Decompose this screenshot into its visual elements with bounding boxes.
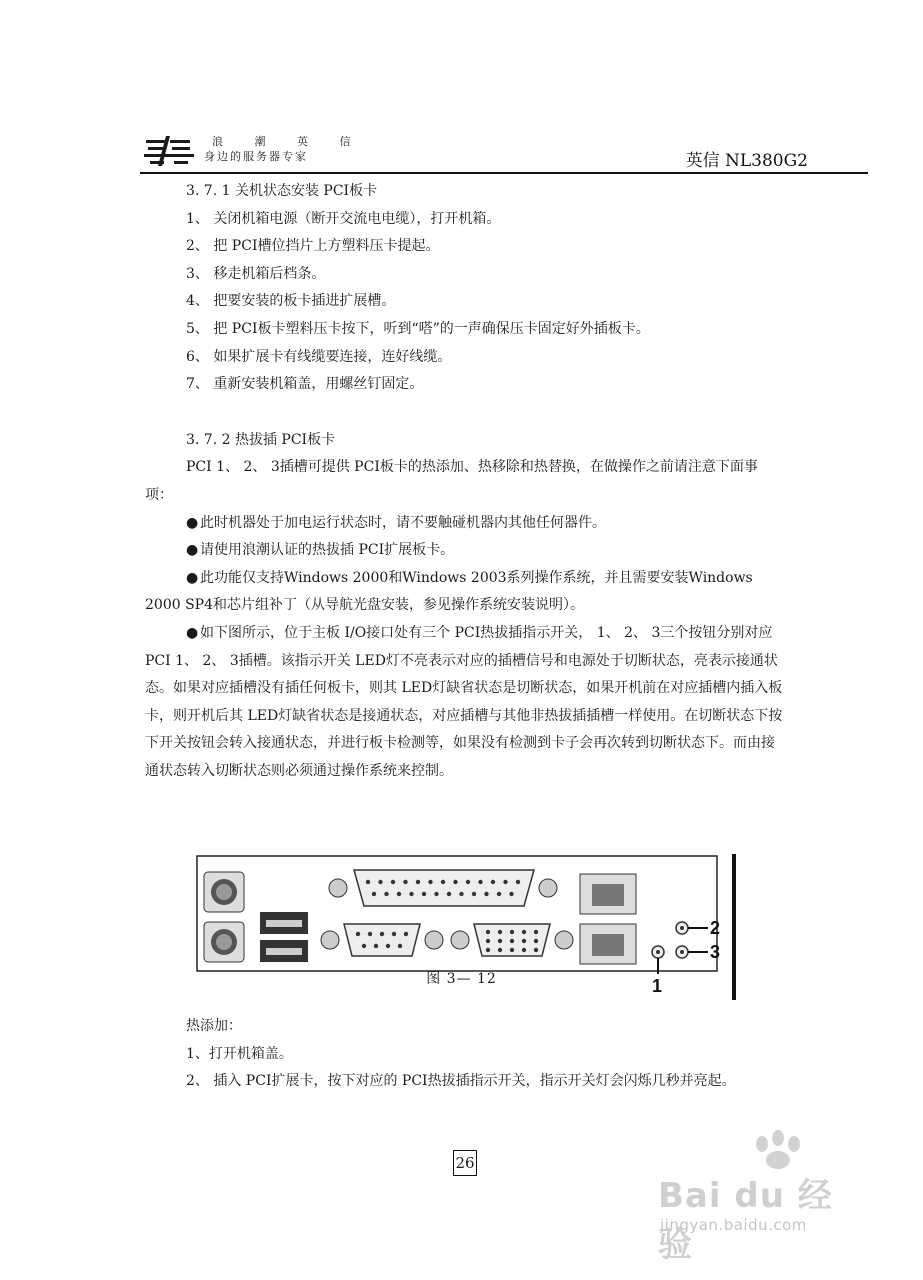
company-tagline (204, 134, 365, 164)
connector-pin (522, 939, 526, 943)
section-2-intro: PCI 1、 2、 3插槽可提供 PCI板卡的热添加、热移除和热替换，在做操作之前请注意下面事项： (145, 459, 758, 503)
connector-pin (510, 930, 514, 934)
connector-pin (398, 944, 402, 948)
connector-pin (378, 880, 382, 884)
company-slogan: 身边的服务器专家 (204, 150, 308, 163)
page-number: 26 (453, 1150, 477, 1176)
list-item: 7、 重新安装机箱盖，用螺丝钉固定。 (186, 376, 424, 393)
list-item: 1、 关闭机箱电源（断开交流电电缆），打开机箱。 (186, 210, 501, 227)
connector-pin (466, 880, 470, 884)
bullet-icon: ● (186, 514, 199, 531)
list-item: 2、 插入 PCI扩展卡，按下对应的 PCI热拔插指示开关，指示开关灯会闪烁几秒并亮起。 (186, 1073, 736, 1090)
bullet-item: ● 此时机器处于加电运行状态时，请不要触碰机器内其他任何器件。 (145, 510, 785, 538)
paw-icon (650, 1130, 850, 1170)
connector-pin (380, 932, 384, 936)
connector-pin (409, 892, 413, 896)
bullet-icon: ● (186, 542, 199, 559)
baidu-watermark (650, 1130, 850, 1270)
connector-pin (497, 892, 501, 896)
connector-pin (397, 892, 401, 896)
figure-caption: 图 3— 12 (426, 971, 497, 987)
connector-pin (392, 932, 396, 936)
label-3: 3 (710, 942, 721, 962)
connector-pin (498, 948, 502, 952)
connector-pin (368, 932, 372, 936)
list-item: 6、 如果扩展卡有线缆要连接，连好线缆。 (186, 348, 452, 365)
product-name: 英信 NL380G2 (685, 151, 808, 171)
connector-pin (486, 948, 490, 952)
usb-port-icon (260, 912, 308, 934)
inspur-logo-icon (144, 134, 198, 168)
ethernet-port-icon (580, 874, 636, 914)
connector-pin (522, 948, 526, 952)
connector-pin (372, 892, 376, 896)
connector-pin (403, 880, 407, 884)
connector-pin (472, 892, 476, 896)
section-2-title: 3. 7. 2 热拔插 PCI板卡 (186, 431, 336, 448)
ps2-port-icon (204, 922, 244, 962)
company-name: 浪 潮 英 信 (212, 135, 365, 148)
connector-pin (498, 939, 502, 943)
connector-pin (366, 880, 370, 884)
ps2-port-icon (204, 872, 244, 912)
connector-pin (522, 930, 526, 934)
list-item: 4、 把要安装的板卡插进扩展槽。 (186, 293, 396, 310)
connector-pin (534, 930, 538, 934)
connector-pin (478, 880, 482, 884)
connector-pin (447, 892, 451, 896)
connector-pin (484, 892, 488, 896)
watermark-url: jingyan.baidu.com (660, 1216, 807, 1234)
connector-pin (509, 892, 513, 896)
connector-pin (516, 880, 520, 884)
hotplug-switch-1-icon (652, 946, 664, 958)
list-item: 1、打开机箱盖。 (186, 1045, 293, 1062)
connector-pin (491, 880, 495, 884)
section-1-title: 3. 7. 1 关机状态安装 PCI板卡 (186, 183, 378, 199)
hotplug-switch-3-icon (676, 946, 688, 958)
connector-pin (434, 892, 438, 896)
connector-pin (384, 892, 388, 896)
connector-pin (386, 944, 390, 948)
bullet-item: ● 请使用浪潮认证的热拔插 PCI扩展板卡。 (145, 537, 785, 565)
connector-pin (534, 939, 538, 943)
list-item: 2、 把 PCI槽位挡片上方塑料压卡提起。 (186, 238, 440, 255)
bullet-icon: ● (186, 624, 199, 641)
connector-pin (498, 930, 502, 934)
connector-pin (486, 939, 490, 943)
label-2: 2 (710, 918, 721, 938)
ethernet-port-icon (580, 924, 636, 964)
label-1: 1 (652, 976, 663, 996)
connector-pin (453, 880, 457, 884)
list-item: 5、 把 PCI板卡塑料压卡按下，听到“嗒”的一声确保压卡固定好外插板卡。 (186, 320, 650, 337)
connector-pin (510, 939, 514, 943)
connector-pin (510, 948, 514, 952)
connector-pin (362, 944, 366, 948)
list-item: 3、 移走机箱后档条。 (186, 265, 326, 282)
watermark-brand: Bai du 经验 (658, 1176, 833, 1265)
bullet-icon: ● (186, 569, 199, 586)
usb-port-icon (260, 940, 308, 962)
connector-pin (404, 932, 408, 936)
connector-pin (534, 948, 538, 952)
connector-pin (416, 880, 420, 884)
connector-pin (459, 892, 463, 896)
hot-add-title: 热添加： (186, 1018, 242, 1034)
main-content (145, 178, 785, 785)
connector-pin (441, 880, 445, 884)
connector-pin (374, 944, 378, 948)
hot-add-section (145, 1013, 785, 1096)
page-header (140, 128, 868, 174)
connector-pin (486, 930, 490, 934)
connector-pin (391, 880, 395, 884)
connector-pin (356, 932, 360, 936)
connector-pin (428, 880, 432, 884)
parallel-port-icon (329, 870, 557, 906)
hotplug-switch-2-icon (676, 922, 688, 934)
bullet-item: ● 如下图所示，位于主板 I/O接口处有三个 PCI热拔插指示开关， 1、 2、 3三个按钮分别对应 PCI 1、 2、 3插槽。该指示开关 LED灯不亮表示对应的插槽信号和电源处于切断状态，亮表示接通状态。如果对应插槽没有插任何板卡，则其 LED灯缺省状态是切断状态，如果开机前在对应插槽内插入板卡，则开机后其 LED灯缺省状态是接通状态，对应插槽与其他非热拔插插槽一样使用。在切断状态下按下开关按钮会转入接通状态，并进行板卡检测等，如果没有检测到卡子会再次转到切断状态下。而由接通状态转入切断状态则必须通过操作系统来控制。 (145, 620, 785, 786)
connector-pin (422, 892, 426, 896)
connector-pin (503, 880, 507, 884)
bullet-item: ● 此功能仅支持Windows 2000和Windows 2003系列操作系统，并且需要安装Windows 2000 SP4和芯片组补丁（从导航光盘安装，参见操作系统安装说明）。 (145, 565, 785, 620)
